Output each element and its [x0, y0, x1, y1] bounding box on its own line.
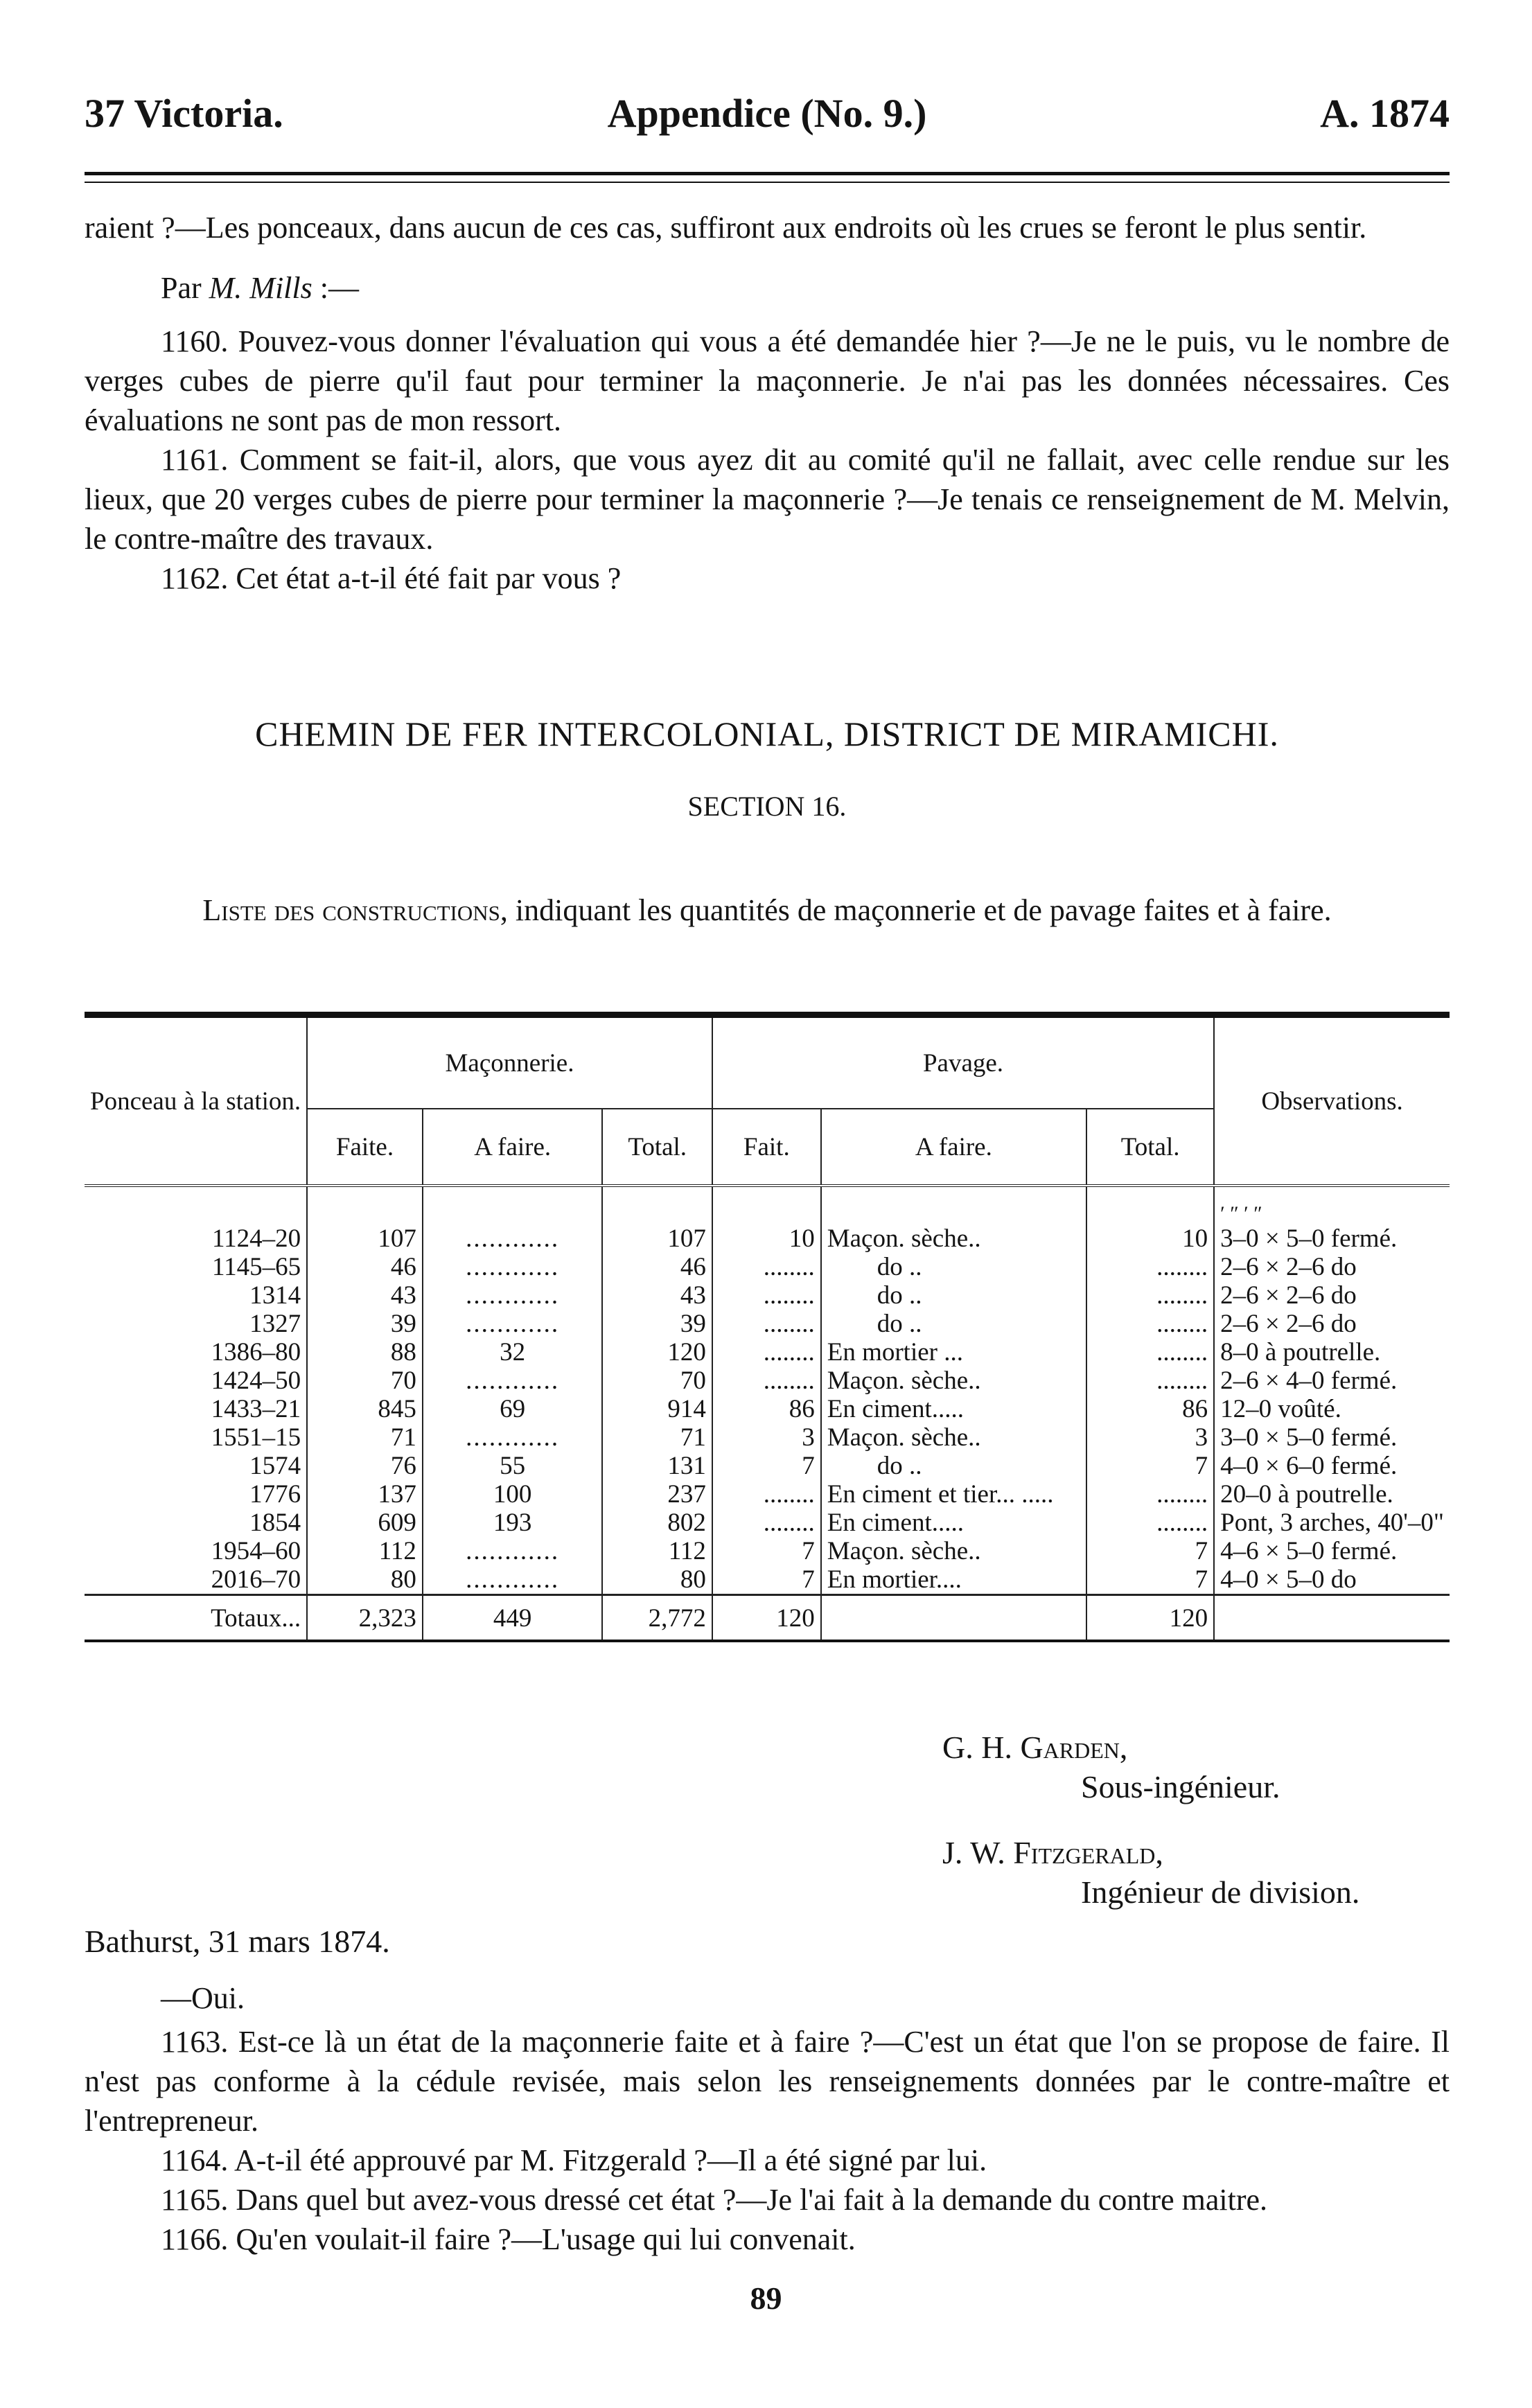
table-header-row-1: [85, 1015, 1450, 1109]
cell-pavage-total: ........: [1086, 1281, 1214, 1310]
cell-pavage-total: ........: [1086, 1253, 1214, 1281]
cell-fait: ........: [712, 1509, 821, 1537]
col-faite-header: Faite.: [307, 1109, 423, 1186]
cell-ponceau: 1433–21: [211, 1395, 301, 1423]
cell-ponceau: 1424–50: [211, 1366, 301, 1395]
cell-fait: ........: [712, 1281, 821, 1310]
cell-fait: 86: [712, 1395, 821, 1423]
cell-fait: 7: [712, 1565, 821, 1595]
cell-pavage-total: 7: [1086, 1565, 1214, 1595]
cell-afaire: ............: [423, 1224, 603, 1253]
speaker-name: M. Mills: [209, 271, 312, 305]
cell-faite: 43: [307, 1281, 423, 1310]
cell-faite: 112: [307, 1537, 423, 1565]
col-pavage-total-header: Total.: [1086, 1109, 1214, 1186]
cell-pavage-afaire: En mortier ...: [821, 1338, 1086, 1366]
cell-total: 112: [602, 1537, 712, 1565]
totals-observations: [1214, 1595, 1450, 1642]
intro-text: [85, 208, 1450, 598]
header-rule-thick: [85, 172, 1450, 175]
cell-fait: 7: [712, 1452, 821, 1480]
table-row: [85, 1452, 1450, 1480]
cell-total: 131: [602, 1452, 712, 1480]
cell-pavage-total: 3: [1086, 1423, 1214, 1452]
header-year: A. 1874: [1320, 91, 1450, 136]
cell-ponceau: 1954–60: [211, 1537, 301, 1565]
totals-fait: 120: [712, 1595, 821, 1642]
cell-ponceau: 1386–80: [211, 1338, 301, 1366]
cell-afaire: ............: [423, 1537, 603, 1565]
cell-observations: 20–0 à poutrelle.: [1214, 1480, 1450, 1509]
table-row: [85, 1395, 1450, 1423]
signature-fitzgerald-title: Ingénieur de division.: [1081, 1874, 1360, 1910]
cell-fait: ........: [712, 1253, 821, 1281]
table-body: [85, 1186, 1450, 1641]
cell-pavage-total: 7: [1086, 1537, 1214, 1565]
cell-pavage-afaire: do ..: [821, 1452, 1086, 1480]
cell-total: 914: [602, 1395, 712, 1423]
cell-pavage-afaire: Maçon. sèche..: [821, 1224, 1086, 1253]
cell-ponceau: 2016–70: [211, 1565, 301, 1594]
cell-fait: ........: [712, 1310, 821, 1338]
cell-afaire: ............: [423, 1253, 603, 1281]
cell-faite: 80: [307, 1565, 423, 1595]
cell-afaire: ............: [423, 1565, 603, 1595]
cell-afaire: 69: [423, 1395, 603, 1423]
cell-ponceau: 1776: [249, 1480, 301, 1509]
cell-ponceau: 1854: [249, 1509, 301, 1537]
place-date: Bathurst, 31 mars 1874.: [85, 1924, 390, 1959]
cell-observations: 3–0 × 5–0 fermé.: [1214, 1224, 1450, 1253]
table-row: [85, 1423, 1450, 1452]
col-observations-header: Observations.: [1214, 1015, 1450, 1186]
units-row: [85, 1186, 1450, 1224]
cell-afaire: 193: [423, 1509, 603, 1537]
cell-pavage-total: 86: [1086, 1395, 1214, 1423]
speaker-prefix: Par: [161, 271, 202, 305]
cell-afaire: 100: [423, 1480, 603, 1509]
list-title: [85, 890, 1450, 930]
cell-ponceau: 1145–65: [212, 1253, 301, 1281]
question-1160: 1160. Pouvez-vous donner l'évaluation qui vous a été demandée hier ?—Je ne le puis, vu le nombre de verges cubes de pierre qu'il faut pour terminer la maçonnerie. Je n'ai pas les données nécessaires. Ces évaluations ne sont pas de mon ressort.: [85, 324, 1450, 437]
cell-pavage-total: ........: [1086, 1310, 1214, 1338]
totals-total: 2,772: [602, 1595, 712, 1642]
outro-text: [85, 1978, 1450, 2259]
col-ponceau-header: Ponceau à la station.: [85, 1015, 307, 1186]
continuation-paragraph: raient ?—Les ponceaux, dans aucun de ces cas, suffiront aux endroits où les crues se feront le plus sentir.: [85, 211, 1367, 245]
cell-afaire: ............: [423, 1366, 603, 1395]
cell-ponceau: 1124–20: [212, 1224, 301, 1253]
cell-faite: 609: [307, 1509, 423, 1537]
cell-observations: 2–6 × 4–0 fermé.: [1214, 1366, 1450, 1395]
cell-pavage-afaire: En ciment et tier... .....: [821, 1480, 1086, 1509]
cell-afaire: 55: [423, 1452, 603, 1480]
totals-afaire: 449: [423, 1595, 603, 1642]
cell-ponceau: 1327: [249, 1310, 301, 1338]
cell-pavage-afaire: do ..: [821, 1253, 1086, 1281]
units-mark: ′ ″ ′ ″: [1214, 1186, 1450, 1224]
signature-fitzgerald-name: J. W. Fitzgerald,: [942, 1835, 1163, 1870]
cell-faite: 107: [307, 1224, 423, 1253]
cell-observations: 8–0 à poutrelle.: [1214, 1338, 1450, 1366]
table-row: [85, 1224, 1450, 1253]
cell-total: 107: [602, 1224, 712, 1253]
cell-afaire: ............: [423, 1281, 603, 1310]
question-1163: 1163. Est-ce là un état de la maçonnerie faite et à faire ?—C'est un état que l'on se propose de faire. Il n'est pas conforme à la cédule revisée, mais selon les renseignements données par le contre-maître et l'entrepreneur.: [85, 2025, 1450, 2138]
table-row: [85, 1480, 1450, 1509]
header-appendix: Appendice (No. 9.): [607, 91, 927, 136]
cell-pavage-afaire: Maçon. sèche..: [821, 1366, 1086, 1395]
col-afaire-header: A faire.: [423, 1109, 603, 1186]
col-total-header: Total.: [602, 1109, 712, 1186]
running-header: [85, 76, 1450, 139]
cell-pavage-total: ........: [1086, 1338, 1214, 1366]
signature-garden-title: Sous-ingénieur.: [1081, 1769, 1280, 1804]
cell-pavage-total: ........: [1086, 1480, 1214, 1509]
cell-pavage-afaire: Maçon. sèche..: [821, 1423, 1086, 1452]
question-1166: 1166. Qu'en voulait-il faire ?—L'usage qui lui convenait.: [161, 2222, 856, 2256]
cell-total: 70: [602, 1366, 712, 1395]
cell-faite: 71: [307, 1423, 423, 1452]
question-1165: 1165. Dans quel but avez-vous dressé cet état ?—Je l'ai fait à la demande du contre maitre.: [161, 2183, 1268, 2217]
signature-garden-name: G. H. Garden,: [942, 1730, 1128, 1765]
cell-afaire: 32: [423, 1338, 603, 1366]
constructions-table: [85, 1012, 1450, 1642]
table-row: [85, 1509, 1450, 1537]
cell-observations: 12–0 voûté.: [1214, 1395, 1450, 1423]
cell-fait: 3: [712, 1423, 821, 1452]
cell-total: 43: [602, 1281, 712, 1310]
cell-ponceau: 1314: [249, 1281, 301, 1310]
table-row: [85, 1281, 1450, 1310]
speaker-line: [85, 268, 1450, 308]
cell-observations: 3–0 × 5–0 fermé.: [1214, 1423, 1450, 1452]
cell-observations: 4–0 × 5–0 do: [1214, 1565, 1450, 1595]
railway-district-title: CHEMIN DE FER INTERCOLONIAL, DISTRICT DE MIRAMICHI.: [255, 714, 1279, 753]
cell-afaire: ............: [423, 1423, 603, 1452]
table-row: [85, 1537, 1450, 1565]
cell-observations: 2–6 × 2–6 do: [1214, 1281, 1450, 1310]
answer-oui: —Oui.: [161, 1981, 245, 2015]
cell-total: 80: [602, 1565, 712, 1595]
question-1161: 1161. Comment se fait-il, alors, que vous ayez dit au comité qu'il ne fallait, avec celle rendue sur les lieux, que 20 verges cubes de pierre pour terminer la maçonnerie ?—Je tenais ce renseignement de M. Melvin, le contre-maître des travaux.: [85, 443, 1450, 556]
cell-pavage-total: 10: [1086, 1224, 1214, 1253]
cell-faite: 46: [307, 1253, 423, 1281]
cell-pavage-total: ........: [1086, 1366, 1214, 1395]
cell-pavage-afaire: En ciment.....: [821, 1395, 1086, 1423]
question-1164: 1164. A-t-il été approuvé par M. Fitzgerald ?—Il a été signé par lui.: [161, 2143, 987, 2177]
header-session: 37 Victoria.: [85, 91, 283, 136]
table-row: [85, 1565, 1450, 1595]
cell-fait: ........: [712, 1338, 821, 1366]
cell-faite: 845: [307, 1395, 423, 1423]
cell-total: 46: [602, 1253, 712, 1281]
col-pavage-afaire-header: A faire.: [821, 1109, 1086, 1186]
section-title: SECTION 16.: [687, 791, 847, 822]
cell-observations: 2–6 × 2–6 do: [1214, 1310, 1450, 1338]
page-number: 89: [750, 2280, 782, 2316]
cell-observations: 4–6 × 5–0 fermé.: [1214, 1537, 1450, 1565]
cell-total: 802: [602, 1509, 712, 1537]
cell-ponceau: 1551–15: [211, 1423, 301, 1452]
cell-pavage-afaire: do ..: [821, 1310, 1086, 1338]
cell-total: 71: [602, 1423, 712, 1452]
cell-faite: 39: [307, 1310, 423, 1338]
cell-fait: 10: [712, 1224, 821, 1253]
cell-fait: 7: [712, 1537, 821, 1565]
cell-fait: ........: [712, 1366, 821, 1395]
cell-afaire: ............: [423, 1310, 603, 1338]
list-title-caps: Liste des constructions,: [202, 893, 508, 927]
header-rule-thin: [85, 182, 1450, 183]
table-row: [85, 1253, 1450, 1281]
table-row: [85, 1366, 1450, 1395]
cell-faite: 137: [307, 1480, 423, 1509]
cell-ponceau: 1574: [249, 1452, 301, 1480]
cell-pavage-afaire: do ..: [821, 1281, 1086, 1310]
speaker-suffix: :—: [319, 271, 359, 305]
cell-pavage-afaire: Maçon. sèche..: [821, 1537, 1086, 1565]
question-1162: 1162. Cet état a-t-il été fait par vous ?: [161, 561, 622, 595]
cell-observations: 4–0 × 6–0 fermé.: [1214, 1452, 1450, 1480]
cell-faite: 76: [307, 1452, 423, 1480]
cell-total: 237: [602, 1480, 712, 1509]
cell-pavage-afaire: En mortier....: [821, 1565, 1086, 1595]
cell-total: 120: [602, 1338, 712, 1366]
list-title-rest: indiquant les quantités de maçonnerie et de pavage faites et à faire.: [507, 893, 1332, 927]
cell-total: 39: [602, 1310, 712, 1338]
cell-observations: Pont, 3 arches, 40'–0": [1214, 1509, 1450, 1537]
cell-fait: ........: [712, 1480, 821, 1509]
totals-row: [85, 1595, 1450, 1642]
col-fait-header: Fait.: [712, 1109, 821, 1186]
totals-faite: 2,323: [307, 1595, 423, 1642]
cell-pavage-total: ........: [1086, 1509, 1214, 1537]
group-maconnerie-header: Maçonnerie.: [307, 1015, 712, 1109]
group-pavage-header: Pavage.: [712, 1015, 1214, 1109]
totals-pavage-afaire: [821, 1595, 1086, 1642]
cell-pavage-afaire: En ciment.....: [821, 1509, 1086, 1537]
cell-faite: 88: [307, 1338, 423, 1366]
cell-faite: 70: [307, 1366, 423, 1395]
table-row: [85, 1338, 1450, 1366]
cell-pavage-total: 7: [1086, 1452, 1214, 1480]
totals-label: Totaux...: [85, 1595, 307, 1642]
table-row: [85, 1310, 1450, 1338]
totals-pavage-total: 120: [1086, 1595, 1214, 1642]
cell-observations: 2–6 × 2–6 do: [1214, 1253, 1450, 1281]
